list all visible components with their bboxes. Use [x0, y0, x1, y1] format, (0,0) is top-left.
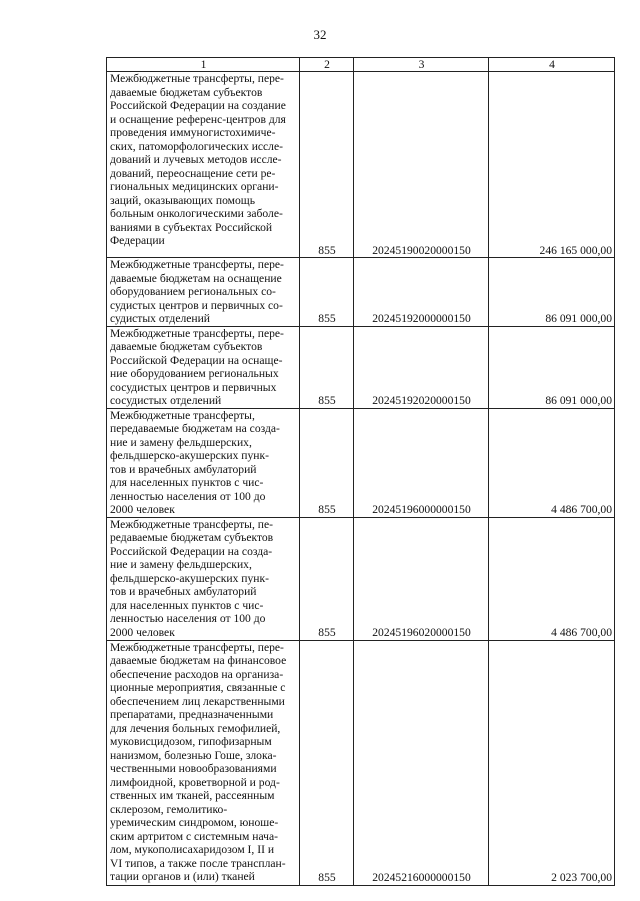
- row-kbk: 20245192020000150: [354, 326, 489, 408]
- budget-table: [106, 57, 615, 886]
- table-row: [107, 258, 615, 327]
- header-row: [107, 58, 615, 72]
- row-code: 855: [300, 326, 354, 408]
- row-code: 855: [300, 517, 354, 640]
- row-amount: 2 023 700,00: [489, 640, 615, 885]
- row-kbk: 20245196020000150: [354, 517, 489, 640]
- header-col-3: 3: [354, 58, 489, 72]
- table-row: [107, 408, 615, 517]
- row-kbk: 20245190020000150: [354, 72, 489, 258]
- row-description: Межбюджетные трансферты, пере- даваемые бюджетам на финансовое обеспечение расходов на организа- ционные мероприятия, связанные с обеспечением лиц лекарственными препаратами, предназначенными для лечения больных гемофилией, муковисцидозом, гипофизарным нанизмом, болезнью Гоше, злока- чественными новообразованиями лимфоидной, кроветворной и род- ственных им тканей, рассеянным склерозом, гемолитико- уремическим синдромом, юноше- ским артритом с системным нача- лом, мукополисахаридозом I, II и VI типов, а также после трансплан- тации органов и (или) тканей: [107, 640, 300, 885]
- header-col-1: 1: [107, 58, 300, 72]
- row-description: Межбюджетные трансферты, пере- даваемые бюджетам субъектов Российской Федерации на создание и оснащение референс-центров для проведения иммуногистохимиче- ских, патоморфологических иссле- дований и лучевых методов иссле- дований, переоснащение сети ре- гиональных медицинских органи- заций, оказывающих помощь больным онкологическими заболе- ваниями в субъектах Российской Федерации: [107, 72, 300, 258]
- row-amount: 4 486 700,00: [489, 517, 615, 640]
- row-description: Межбюджетные трансферты, пере- даваемые бюджетам субъектов Российской Федерации на оснаще- ние оборудованием региональных сосудистых центров и первичных сосудистых отделений: [107, 326, 300, 408]
- row-description: Межбюджетные трансферты, передаваемые бюджетам на созда- ние и замену фельдшерских, фельдшерско-акушерских пунк- тов и врачебных амбулаторий для населенных пунктов с чис- ленностью населения от 100 до 2000 человек: [107, 408, 300, 517]
- row-code: 855: [300, 72, 354, 258]
- table-body: [107, 72, 615, 886]
- page-number: 32: [313, 27, 327, 42]
- row-kbk: 20245192000000150: [354, 258, 489, 327]
- row-code: 855: [300, 408, 354, 517]
- header-col-4: 4: [489, 58, 615, 72]
- row-description: Межбюджетные трансферты, пере- даваемые бюджетам на оснащение оборудованием региональных со- судистых центров и первичных со- судистых отделений: [107, 258, 300, 327]
- table-row: [107, 640, 615, 885]
- row-code: 855: [300, 258, 354, 327]
- table-header: [107, 58, 615, 72]
- table-row: [107, 517, 615, 640]
- row-kbk: 20245216000000150: [354, 640, 489, 885]
- row-amount: 86 091 000,00: [489, 258, 615, 327]
- header-col-2: 2: [300, 58, 354, 72]
- row-amount: 246 165 000,00: [489, 72, 615, 258]
- table-row: [107, 72, 615, 258]
- row-code: 855: [300, 640, 354, 885]
- table-row: [107, 326, 615, 408]
- row-kbk: 20245196000000150: [354, 408, 489, 517]
- row-amount: 86 091 000,00: [489, 326, 615, 408]
- row-amount: 4 486 700,00: [489, 408, 615, 517]
- row-description: Межбюджетные трансферты, пе- редаваемые бюджетам субъектов Российской Федерации на созда- ние и замену фельдшерских, фельдшерско-акушерских пунк- тов и врачебных амбулаторий для населенных пунктов с чис- ленностью населения от 100 до 2000 человек: [107, 517, 300, 640]
